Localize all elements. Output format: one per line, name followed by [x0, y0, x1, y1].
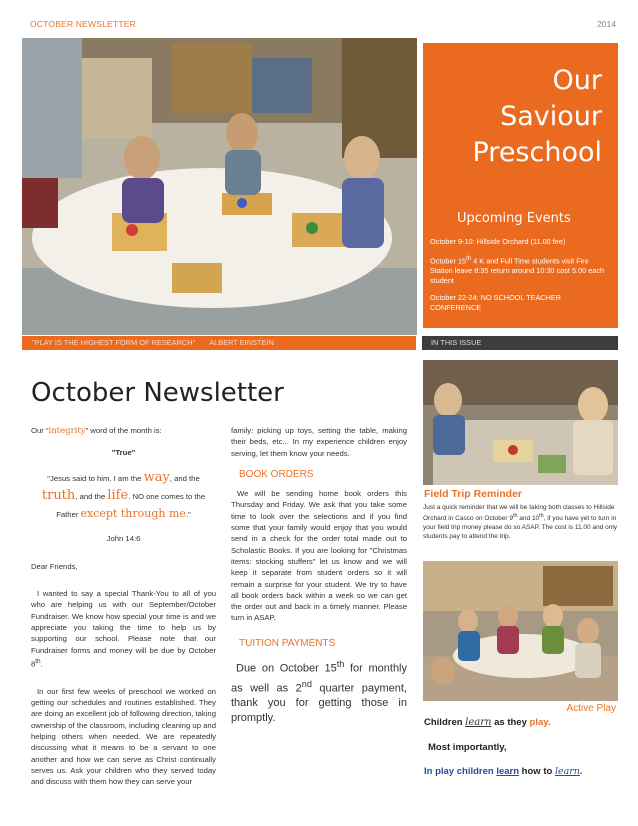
- learn-word: learn: [496, 766, 520, 777]
- event-item: October 22-24: NO SCHOOL TEACHER CONFERENCE: [430, 293, 561, 313]
- newsletter-header-label: OCTOBER NEWSLETTER: [30, 19, 136, 29]
- tuition-sup: nd: [301, 678, 312, 689]
- active-play-line-1: [424, 717, 550, 728]
- verse-text: , and the: [169, 473, 200, 483]
- intro-text: ” word of the month is:: [85, 426, 162, 435]
- verse-text: , and the: [75, 491, 108, 501]
- bible-verse: [31, 469, 216, 523]
- school-name: [473, 63, 603, 171]
- paragraph-sup: th: [35, 657, 41, 665]
- field-trip-photo: [423, 360, 618, 485]
- verse-text: Father: [56, 509, 81, 519]
- in-this-issue-bar: IN THIS ISSUE: [422, 336, 618, 350]
- classroom-photo: [22, 38, 417, 335]
- field-trip-sup: th: [539, 513, 544, 519]
- quote-author: ALBERT EINSTEIN: [209, 338, 274, 347]
- field-trip-text: Just a quick reminder that we will be taking both classes to Hillside Orchard in Casco on October 9: [423, 504, 615, 523]
- school-name-line2: Saviour: [500, 101, 602, 132]
- verse-text: .": [185, 509, 191, 519]
- letter-column-1: [31, 425, 216, 788]
- book-orders-paragraph: We will be sending home book orders this Thursday and Friday. We ask that you take some time to look over the selections and if you find some that your family would enjoy that you would send in a check for the order total made out to Scholastic Books. If you are looking for "Christmas items: stocking stuffers" let us know and we will keep it separate from student orders so it will remain a surprise for your student. We try to have all book orders back within a week so we can get the order out and back in a timely manner. Please turn in ASAP.: [231, 489, 407, 623]
- tuition-paragraph: [231, 657, 407, 726]
- tuition-text: quarter payment, thank you for getting those in promptly.: [231, 682, 407, 725]
- continued-paragraph: family: picking up toys, setting the table, making their beds, etc... In my experience children enjoy serving, let them know your needs.: [231, 426, 407, 458]
- active-play-text: how to: [519, 766, 555, 777]
- field-trip-text: and 10: [517, 515, 540, 523]
- active-play-photo: [423, 561, 618, 701]
- event-detail: 4 K and Full Time students visit Fire Station leave 8:35 return around 10:30 cost 5.00 each student: [430, 256, 605, 286]
- play-word: play.: [529, 717, 551, 728]
- upcoming-events-heading: Upcoming Events: [457, 211, 571, 226]
- quote-text: "PLAY IS THE HIGHEST FORM OF RESEARCH": [32, 338, 196, 347]
- field-trip-body: [423, 503, 618, 541]
- learn-word: learn: [554, 766, 580, 777]
- first-weeks-paragraph: In our first few weeks of preschool we worked on getting our schedules and routines established. They are doing an excellent job of following direction, taking ownership of the classroom, including cleaning up and helping others when needed. We are repeatedly discussing what it means to be a servant to one another and how we can serve as Christ continually serves us. Ask your children who they served today and discuss with them how they can serve your: [31, 686, 216, 787]
- paragraph-text: .: [40, 659, 43, 669]
- newsletter-year: 2014: [597, 19, 616, 29]
- quote-bar: [22, 336, 416, 350]
- field-trip-text: , if you have yet to turn in your field trip money please do so ASAP. The cost is 11.00 and only students pay to attend the trip.: [423, 515, 618, 541]
- verse-highlight: life: [107, 487, 129, 503]
- upcoming-events-list: [430, 237, 612, 320]
- integrity-word: integrity: [48, 426, 86, 436]
- active-play-text: Children: [424, 717, 466, 728]
- event-item: October 9-10: Hillside Orchard (11.00 fee): [430, 237, 566, 246]
- learn-word: learn: [465, 717, 492, 728]
- paragraph-text: I wanted to say a special Thank-You to all of you who are helping us with our September/October Fundraiser. We know how special your time is and we appreciate you taking the time to help us by supporting our school. Please note that our Fundraiser forms and money will be due by October 8: [31, 589, 216, 669]
- school-name-line1: Our: [552, 65, 602, 96]
- verse-reference: John 14:6: [106, 533, 141, 543]
- school-name-line3: Preschool: [472, 137, 602, 168]
- intro-text: Our “: [31, 426, 49, 435]
- active-play-heading: Active Play: [566, 703, 616, 714]
- field-trip-heading: Field Trip Reminder: [424, 488, 523, 500]
- school-title-box: [423, 43, 618, 328]
- salutation: Dear Friends,: [31, 561, 78, 571]
- active-play-line-2: Most importantly,: [428, 742, 507, 753]
- page-title: October Newsletter: [31, 378, 284, 408]
- word-of-month-intro: [31, 425, 216, 437]
- tuition-heading: TUITION PAYMENTS: [239, 637, 336, 649]
- book-orders-heading: BOOK ORDERS: [239, 468, 314, 480]
- verse-text: "Jesus said to him, I am the: [47, 473, 144, 483]
- event-item: [430, 254, 612, 286]
- tuition-sup: th: [336, 659, 345, 670]
- active-play-text: as they: [491, 717, 530, 728]
- active-play-text: .: [579, 766, 583, 777]
- event-date-sup: th: [466, 255, 472, 262]
- verse-highlight: truth: [41, 487, 76, 503]
- word-of-month: "True": [111, 448, 136, 458]
- event-date: October 15: [430, 256, 467, 266]
- verse-text: . NO one comes to the: [128, 491, 206, 501]
- thank-you-paragraph: [31, 588, 216, 670]
- letter-column-2: [231, 425, 407, 726]
- active-play-line-3: [424, 766, 583, 777]
- field-trip-sup: th: [512, 513, 518, 519]
- tuition-text: Due on October 15: [236, 662, 337, 675]
- tuition-text: for monthly as well as 2: [231, 662, 407, 695]
- verse-highlight: way: [143, 469, 170, 485]
- verse-highlight: except through me: [80, 506, 186, 520]
- active-play-text: In play children: [424, 766, 497, 777]
